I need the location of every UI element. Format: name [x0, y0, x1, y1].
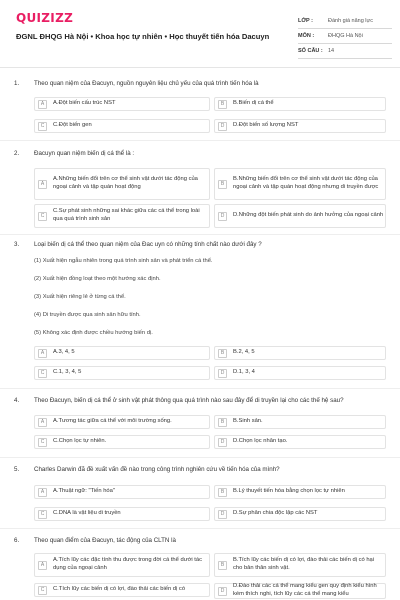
meta-row-count	[298, 44, 392, 59]
option-letter: B	[218, 418, 227, 427]
option-text: B.Sinh sản.	[233, 418, 263, 425]
option-letter: A	[38, 180, 47, 189]
question-number: 6.	[14, 537, 20, 544]
option-text: A.Những biến đổi trên cơ thể sinh vật dưới tác động của ngoại cảnh và tập quán hoạt động	[53, 176, 198, 190]
option-letter: D	[218, 438, 227, 447]
question-text: Theo Đacuyn, biến dị cá thể ở sinh vật phát thông qua quá trình nào sau đây để di truyền lại cho các thế hệ sau?	[34, 397, 344, 404]
quizizz-logo: QUIZIZZ	[16, 11, 74, 25]
option-letter: B	[218, 180, 227, 189]
option-text: C.DNA là vật liệu di truyền	[53, 510, 121, 517]
statement-2: (2) Xuất hiện đồng loạt theo một hướng xác định.	[34, 276, 161, 282]
option-letter: A	[38, 100, 47, 109]
option-text: D.Đột biến số lượng NST	[233, 122, 299, 129]
option-letter: C	[38, 586, 47, 595]
option-text: B.Biến dị cá thể	[233, 100, 274, 107]
option-text: B.2, 4, 5	[233, 349, 255, 356]
option-text: A.3, 4, 5	[53, 349, 75, 356]
page-title: ĐGNL ĐHQG Hà Nội • Khoa học tự nhiên • Học thuyết tiến hóa Dacuyn	[16, 32, 270, 41]
option-letter: A	[38, 349, 47, 358]
option-text: D.Chọn lọc nhân tạo.	[233, 438, 288, 445]
option-letter: C	[38, 122, 47, 131]
question-divider	[0, 234, 400, 235]
option-letter: C	[38, 212, 47, 221]
meta-key: SỐ CÂU :	[298, 48, 323, 54]
question-text: Charles Darwin đã đề xuất vấn đề nào trong công trình nghiên cứu về tiến hóa của mình?	[34, 466, 280, 473]
option-text: B.Lý thuyết tiến hóa bằng chọn lọc tự nhiên	[233, 488, 345, 495]
option-text: A.Thuật ngữ: "Tiến hóa"	[53, 488, 115, 495]
option-letter: C	[38, 510, 47, 519]
option-text: A.Đột biến cấu trúc NST	[53, 100, 116, 107]
option-text: C.Chọn lọc tự nhiên.	[53, 438, 107, 445]
option-b[interactable]	[214, 346, 386, 360]
option-a[interactable]	[34, 346, 210, 360]
meta-value: 14	[328, 48, 335, 54]
question-number: 3.	[14, 241, 20, 248]
option-text: A.Tương tác giữa cá thể với môi trường sống.	[53, 418, 172, 425]
option-letter: C	[38, 369, 47, 378]
option-b[interactable]	[214, 415, 386, 429]
meta-table	[298, 14, 392, 59]
question-number: 2.	[14, 150, 20, 157]
option-text: B.Những biến đổi trên cơ thể sinh vật dưới tác động của ngoại cảnh và tập quán hoạt động nhưng di truyền được	[233, 176, 379, 190]
option-letter: B	[218, 561, 227, 570]
option-letter: A	[38, 418, 47, 427]
option-a[interactable]	[34, 415, 210, 429]
option-b[interactable]	[214, 168, 386, 200]
option-letter: A	[38, 561, 47, 570]
option-text: C.Sự phát sinh những sai khác giữa các cá thể trong loài qua quá trình sinh sản	[53, 208, 200, 222]
statement-5: (5) Không xác định được chiều hướng biến dị.	[34, 330, 153, 336]
option-text: D.Đào thải các cá thể mang kiểu gen quy định kiểu hình kém thích nghi, tích lũy các cá thể mang kiểu	[233, 583, 377, 597]
option-c[interactable]	[34, 204, 210, 228]
option-letter: D	[218, 510, 227, 519]
option-d[interactable]	[214, 435, 386, 449]
option-b[interactable]	[214, 97, 386, 111]
option-letter: D	[218, 369, 227, 378]
option-c[interactable]	[34, 507, 210, 521]
meta-value: ĐHQG Hà Nội	[328, 33, 363, 39]
option-b[interactable]	[214, 553, 386, 577]
option-a[interactable]	[34, 553, 210, 577]
option-text: C.1, 3, 4, 5	[53, 369, 82, 376]
option-text: C.Đột biến gen	[53, 122, 92, 129]
option-letter: B	[218, 100, 227, 109]
question-number: 5.	[14, 466, 20, 473]
question-text: Đacuyn quan niệm biến dị cá thể là :	[34, 150, 135, 157]
option-c[interactable]	[34, 119, 210, 133]
option-letter: B	[218, 488, 227, 497]
option-text: D.1, 3, 4	[233, 369, 255, 376]
question-divider	[0, 388, 400, 389]
statement-4: (4) Di truyền được qua sinh sản hữu tính.	[34, 312, 141, 318]
meta-row-class	[298, 14, 392, 29]
meta-key: MÔN :	[298, 33, 315, 39]
statement-3: (3) Xuất hiện riêng lẻ ở từng cá thể.	[34, 294, 126, 300]
question-text: Theo quan niệm của Đacuyn, nguồn nguyên liệu chủ yếu của quá trình tiến hóa là	[34, 80, 259, 87]
option-b[interactable]	[214, 485, 386, 499]
option-c[interactable]	[34, 583, 210, 597]
question-divider	[0, 528, 400, 529]
meta-value: Đánh giá năng lực	[328, 18, 373, 24]
option-text: B.Tích lũy các biến dị có lợi, đào thải các biến dị có hại cho bản thân sinh vật.	[233, 557, 375, 571]
option-a[interactable]	[34, 97, 210, 111]
option-a[interactable]	[34, 485, 210, 499]
option-c[interactable]	[34, 366, 210, 380]
option-letter: B	[218, 349, 227, 358]
question-number: 4.	[14, 397, 20, 404]
option-text: D.Những đột biến phát sinh do ảnh hưởng của ngoại cảnh	[233, 212, 384, 219]
option-d[interactable]	[214, 507, 386, 521]
question-text: Theo quan điểm của Đacuyn, tác động của CLTN là	[34, 537, 176, 544]
option-a[interactable]	[34, 168, 210, 200]
question-number: 1.	[14, 80, 20, 87]
meta-key: LỚP :	[298, 18, 313, 24]
meta-row-subject	[298, 29, 392, 44]
option-letter: A	[38, 488, 47, 497]
option-letter: D	[218, 587, 227, 596]
question-divider	[0, 457, 400, 458]
option-d[interactable]	[214, 583, 386, 599]
option-c[interactable]	[34, 435, 210, 449]
option-letter: D	[218, 212, 227, 221]
option-letter: D	[218, 122, 227, 131]
option-d[interactable]	[214, 366, 386, 380]
option-d[interactable]	[214, 204, 386, 228]
option-text: D.Sự phân chia độc lập các NST	[233, 510, 318, 517]
option-letter: C	[38, 438, 47, 447]
option-d[interactable]	[214, 119, 386, 133]
option-text: A.Tích lũy các đặc tính thu được trong đời cá thể dưới tác dụng của ngoại cảnh	[53, 557, 203, 571]
question-text: Loại biến dị cá thể theo quan niệm của Đac uyn có những tính chất nào dưới đây ?	[34, 241, 262, 248]
statement-1: (1) Xuất hiện ngẫu nhiên trong quá trình sinh sản và phát triển cá thể.	[34, 258, 213, 264]
header-divider	[0, 67, 400, 68]
option-text: C.Tích lũy các biến dị có lợi, đào thải các biến dị có	[53, 586, 186, 593]
question-divider	[0, 140, 400, 141]
